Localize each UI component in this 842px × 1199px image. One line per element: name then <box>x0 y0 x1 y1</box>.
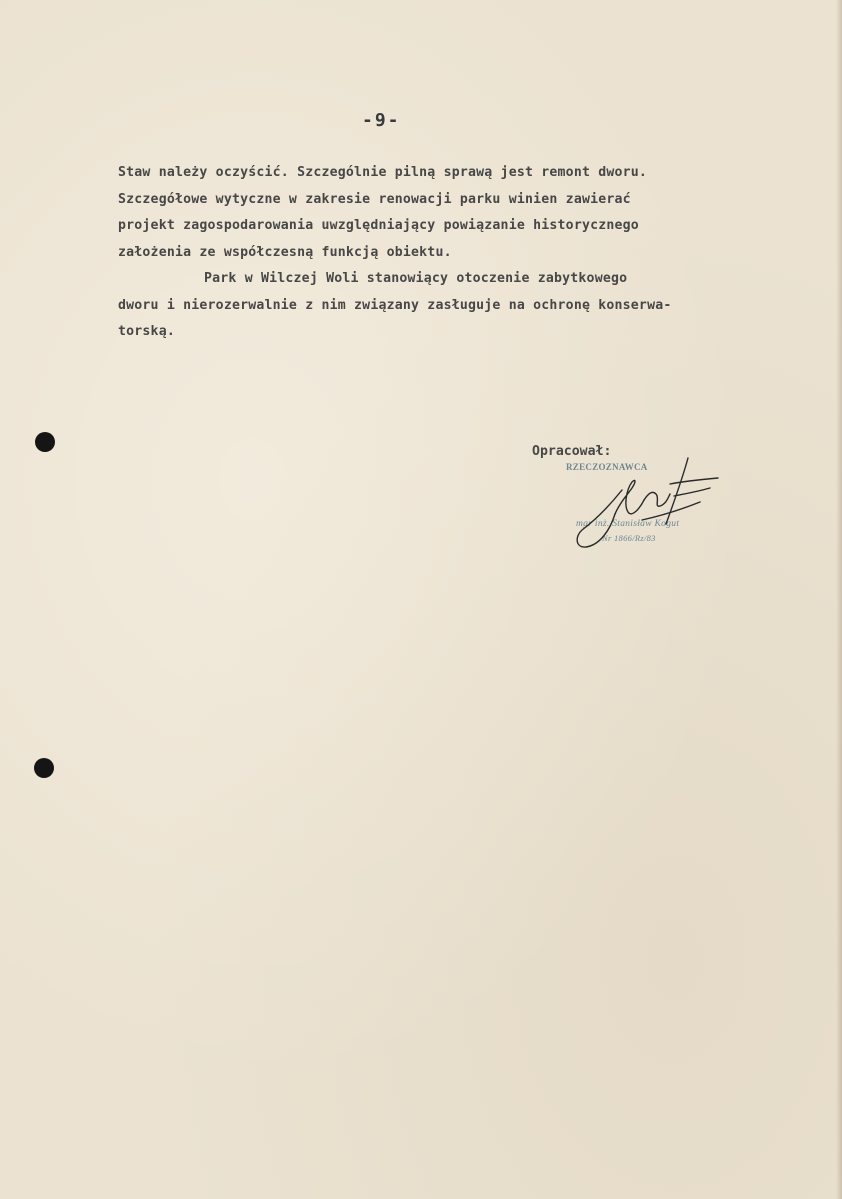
paragraph1-line-3: projekt zagospodarowania uwzględniający powiązanie historycznego <box>118 218 639 233</box>
stamp-title: RZECZOZNAWCA <box>566 462 648 472</box>
punch-hole-top <box>35 432 55 452</box>
paragraph2-line-2: dworu i nierozerwalnie z nim związany zasługuje na ochronę konserwa- <box>118 297 672 313</box>
document-body <box>118 160 818 346</box>
paragraph1-line-1: Staw należy oczyścić. Szczególnie pilną sprawą jest remont dworu. <box>118 165 648 180</box>
punch-hole-bottom <box>34 758 54 778</box>
prepared-by-label: Opracował: <box>532 444 612 459</box>
stamp-name: mgr inż. Stanisław Kogut <box>576 519 680 529</box>
page-number: -9- <box>362 110 401 131</box>
page-edge-shadow <box>836 0 842 1199</box>
paragraph2-line-3: torską. <box>118 324 175 339</box>
stamp-registration: Nr 1866/Rz/83 <box>602 533 656 543</box>
paragraph1-line-2: Szczegółowe wytyczne w zakresie renowacji parku winien zawierać <box>118 191 631 207</box>
paragraph2-line-1: Park w Wilczej Woli stanowiący otoczenie zabytkowego <box>204 271 628 286</box>
handwritten-signature <box>570 450 730 560</box>
paragraph1-line-4: założenia ze współczesną funkcją obiektu. <box>118 244 452 260</box>
